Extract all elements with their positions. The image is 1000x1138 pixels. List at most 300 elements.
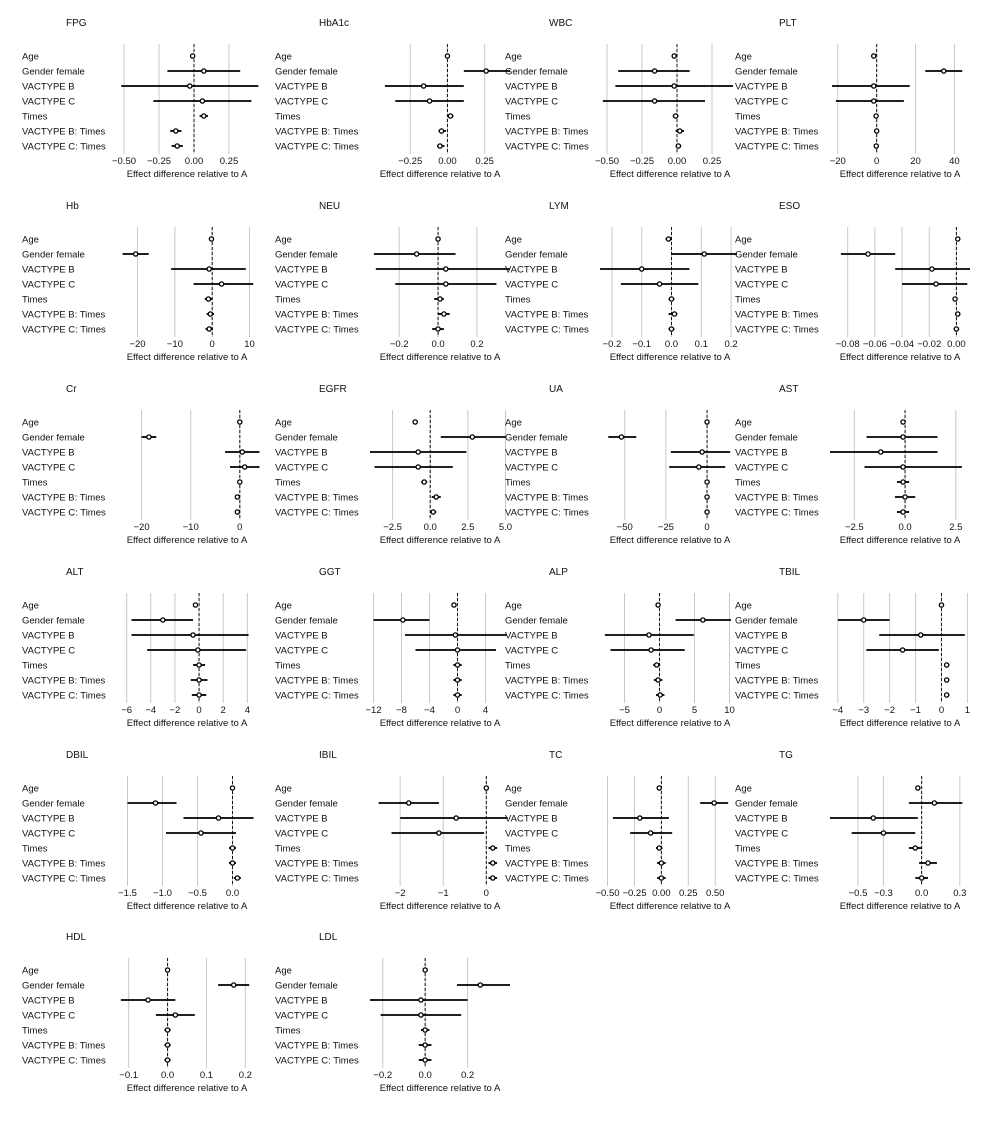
row-label: VACTYPE B	[22, 630, 75, 642]
estimate-point	[956, 312, 960, 316]
estimate-point	[165, 1043, 169, 1047]
x-tick-label: −4	[424, 705, 435, 716]
estimate-point	[491, 876, 495, 880]
estimate-point	[431, 510, 435, 514]
estimate-point	[712, 801, 716, 805]
forest-panel-ggt	[275, 557, 525, 737]
estimate-point	[913, 846, 917, 850]
panel-title: TG	[779, 750, 793, 761]
row-label: VACTYPE B: Times	[735, 492, 819, 504]
estimate-point	[678, 129, 682, 133]
row-label: Times	[22, 477, 48, 489]
row-label: Age	[22, 965, 39, 977]
estimate-point	[900, 648, 904, 652]
x-axis-label: Effect difference relative to A	[379, 169, 501, 180]
panel-title: ALP	[549, 567, 568, 578]
row-label: Age	[275, 783, 292, 795]
x-axis-label: Effect difference relative to A	[609, 718, 731, 729]
row-label: VACTYPE C: Times	[22, 507, 106, 519]
x-axis-label: Effect difference relative to A	[126, 169, 248, 180]
row-label: Times	[735, 294, 761, 306]
estimate-point	[436, 237, 440, 241]
estimate-point	[874, 114, 878, 118]
estimate-point	[875, 129, 879, 133]
forest-panel-fpg	[22, 8, 272, 188]
row-label: VACTYPE B	[22, 813, 75, 825]
estimate-point	[657, 282, 661, 286]
row-label: Times	[22, 294, 48, 306]
x-axis-label: Effect difference relative to A	[379, 352, 501, 363]
estimate-point	[705, 480, 709, 484]
row-label: Gender female	[505, 66, 568, 78]
x-tick-label: 0	[483, 888, 489, 899]
x-axis-label: Effect difference relative to A	[379, 718, 501, 729]
x-tick-label: 0.0	[418, 1070, 432, 1081]
row-label: VACTYPE C: Times	[22, 324, 106, 336]
estimate-point	[653, 69, 657, 73]
x-tick-label: −10	[182, 522, 199, 533]
forest-panel-cr	[22, 374, 272, 554]
forest-panel-ast	[735, 374, 985, 554]
estimate-point	[448, 114, 452, 118]
panel-title: ALT	[66, 567, 84, 578]
row-label: Age	[22, 783, 39, 795]
row-label: Age	[275, 600, 292, 612]
estimate-point	[945, 678, 949, 682]
x-tick-label: −4	[832, 705, 844, 716]
x-tick-label: −2	[884, 705, 896, 716]
row-label: VACTYPE B: Times	[22, 858, 106, 870]
x-axis-label: Effect difference relative to A	[609, 169, 731, 180]
panel-title: LDL	[319, 932, 338, 943]
estimate-point	[202, 114, 206, 118]
x-tick-label: 0.25	[219, 156, 239, 167]
estimate-point	[146, 998, 150, 1002]
row-label: Gender female	[22, 249, 85, 261]
x-tick-label: −50	[616, 522, 633, 533]
row-label: VACTYPE C	[22, 462, 76, 474]
x-tick-label: 0.0	[225, 888, 240, 899]
estimate-point	[442, 312, 446, 316]
estimate-point	[872, 99, 876, 103]
x-tick-label: 2.5	[461, 522, 475, 533]
x-tick-label: −0.50	[111, 156, 137, 167]
x-tick-label: −0.06	[862, 339, 887, 350]
panel-title: AST	[779, 384, 799, 395]
panel-title: LYM	[549, 201, 569, 212]
estimate-point	[945, 663, 949, 667]
panel-title: Cr	[66, 384, 77, 395]
row-label: Gender female	[22, 980, 85, 992]
row-label: Gender female	[505, 249, 568, 261]
row-label: VACTYPE C: Times	[275, 507, 359, 519]
x-axis-label: Effect difference relative to A	[609, 535, 731, 546]
x-tick-label: −0.02	[917, 339, 942, 350]
forest-panel-eso	[735, 191, 985, 371]
row-label: VACTYPE C	[505, 828, 559, 840]
estimate-point	[945, 693, 949, 697]
x-tick-label: −1.5	[118, 888, 137, 899]
row-label: VACTYPE B	[505, 630, 558, 642]
estimate-point	[416, 450, 420, 454]
row-label: VACTYPE C	[275, 828, 329, 840]
estimate-point	[669, 327, 673, 331]
forest-panel-hb	[22, 191, 272, 371]
panel-title: HDL	[66, 932, 87, 943]
row-label: Age	[505, 600, 522, 612]
row-label: Times	[505, 843, 531, 855]
x-tick-label: 0.2	[238, 1070, 252, 1081]
row-label: VACTYPE C	[275, 96, 329, 108]
row-label: Age	[735, 51, 752, 63]
x-tick-label: 0.00	[947, 339, 966, 350]
row-label: VACTYPE B	[505, 81, 558, 93]
x-tick-label: 0.0	[898, 522, 912, 533]
estimate-point	[196, 648, 200, 652]
row-label: VACTYPE C	[22, 279, 76, 291]
x-tick-label: −3	[858, 705, 870, 716]
estimate-point	[232, 983, 236, 987]
estimate-point	[419, 998, 423, 1002]
estimate-point	[659, 861, 663, 865]
estimate-point	[193, 603, 197, 607]
row-label: VACTYPE B: Times	[22, 675, 106, 687]
panel-title: IBIL	[319, 750, 337, 761]
x-tick-label: 2	[220, 705, 226, 716]
row-label: VACTYPE B: Times	[275, 858, 359, 870]
x-tick-label: 0	[938, 705, 945, 716]
row-label: VACTYPE C: Times	[505, 690, 589, 702]
row-label: VACTYPE C	[505, 96, 559, 108]
row-label: VACTYPE B	[275, 813, 328, 825]
estimate-point	[491, 846, 495, 850]
x-tick-label: −20	[129, 339, 146, 350]
x-tick-label: −0.1	[632, 339, 652, 350]
x-tick-label: −2.5	[383, 522, 402, 533]
forest-panel-tbil	[735, 557, 985, 737]
x-tick-label: 0.0	[915, 888, 929, 899]
estimate-point	[438, 144, 442, 148]
estimate-point	[191, 54, 195, 58]
x-tick-label: 0.1	[694, 339, 708, 350]
row-label: Times	[275, 1025, 301, 1037]
estimate-point	[919, 633, 923, 637]
x-tick-label: −0.50	[594, 156, 620, 167]
estimate-point	[901, 435, 905, 439]
row-label: VACTYPE C	[505, 279, 559, 291]
row-label: Age	[505, 417, 522, 429]
estimate-point	[672, 84, 676, 88]
row-label: VACTYPE B	[22, 995, 75, 1007]
estimate-point	[147, 435, 151, 439]
row-label: VACTYPE B	[22, 81, 75, 93]
x-axis-label: Effect difference relative to A	[379, 535, 501, 546]
x-tick-label: 0.00	[438, 156, 457, 167]
estimate-point	[655, 663, 659, 667]
x-tick-label: 0.2	[470, 339, 484, 350]
estimate-point	[657, 786, 661, 790]
estimate-point	[697, 465, 701, 469]
estimate-point	[413, 420, 417, 424]
estimate-point	[705, 510, 709, 514]
row-label: Age	[735, 234, 752, 246]
row-label: VACTYPE C: Times	[22, 690, 106, 702]
estimate-point	[484, 786, 488, 790]
row-label: VACTYPE B	[735, 813, 788, 825]
forest-panel-ibil	[275, 740, 525, 920]
row-label: Times	[735, 660, 761, 672]
x-tick-label: −0.2	[602, 339, 622, 350]
estimate-point	[191, 633, 195, 637]
row-label: Gender female	[505, 615, 568, 627]
estimate-point	[452, 603, 456, 607]
row-label: VACTYPE C	[22, 1010, 76, 1022]
estimate-point	[230, 846, 234, 850]
x-tick-label: −2	[169, 705, 181, 716]
estimate-point	[174, 129, 178, 133]
x-tick-label: 0	[454, 705, 461, 716]
row-label: Age	[735, 600, 752, 612]
row-label: Times	[22, 660, 48, 672]
x-tick-label: 0.00	[652, 888, 671, 899]
x-tick-label: 0.2	[460, 1070, 475, 1081]
estimate-point	[422, 480, 426, 484]
row-label: VACTYPE B	[735, 264, 788, 276]
estimate-point	[657, 846, 661, 850]
row-label: Times	[505, 294, 531, 306]
row-label: Gender female	[22, 66, 85, 78]
estimate-point	[444, 267, 448, 271]
estimate-point	[153, 801, 157, 805]
estimate-point	[437, 831, 441, 835]
estimate-point	[197, 663, 201, 667]
estimate-point	[903, 495, 907, 499]
row-label: Age	[275, 965, 292, 977]
estimate-point	[188, 84, 192, 88]
row-label: Times	[275, 294, 301, 306]
row-label: Gender female	[275, 432, 338, 444]
x-tick-label: 0.0	[160, 1070, 175, 1081]
row-label: VACTYPE C	[275, 462, 329, 474]
estimate-point	[619, 435, 623, 439]
estimate-point	[165, 968, 169, 972]
estimate-point	[436, 327, 440, 331]
x-tick-label: −6	[121, 705, 133, 716]
estimate-point	[235, 510, 239, 514]
row-label: Times	[22, 111, 48, 123]
x-tick-label: −0.1	[119, 1070, 139, 1081]
estimate-point	[419, 1013, 423, 1017]
estimate-point	[243, 465, 247, 469]
row-label: VACTYPE B: Times	[22, 1040, 106, 1052]
row-label: VACTYPE B: Times	[505, 126, 589, 138]
forest-panel-lym	[505, 191, 755, 371]
row-label: VACTYPE C	[505, 645, 559, 657]
estimate-point	[666, 237, 670, 241]
estimate-point	[200, 99, 204, 103]
x-tick-label: 10	[724, 705, 735, 716]
row-label: Times	[505, 660, 531, 672]
row-label: VACTYPE B	[505, 813, 558, 825]
estimate-point	[439, 129, 443, 133]
row-label: VACTYPE C: Times	[22, 1055, 106, 1067]
row-label: VACTYPE B: Times	[735, 126, 819, 138]
estimate-point	[423, 1058, 427, 1062]
row-label: VACTYPE C	[735, 462, 789, 474]
x-tick-label: 0.00	[667, 156, 687, 167]
x-tick-label: 5.0	[498, 522, 513, 533]
x-axis-label: Effect difference relative to A	[839, 169, 961, 180]
estimate-point	[235, 495, 239, 499]
row-label: VACTYPE C: Times	[275, 873, 359, 885]
estimate-point	[407, 801, 411, 805]
row-label: Times	[735, 477, 761, 489]
estimate-point	[416, 465, 420, 469]
x-tick-label: 0.25	[475, 156, 494, 167]
row-label: VACTYPE C: Times	[22, 141, 106, 153]
estimate-point	[197, 678, 201, 682]
estimate-point	[954, 327, 958, 331]
estimate-point	[649, 648, 653, 652]
row-label: Times	[275, 660, 301, 672]
row-label: Times	[275, 111, 301, 123]
row-label: VACTYPE B	[22, 447, 75, 459]
row-label: Age	[275, 51, 292, 63]
row-label: VACTYPE C	[505, 462, 559, 474]
x-tick-label: 0	[704, 522, 710, 533]
estimate-point	[649, 831, 653, 835]
row-label: VACTYPE C	[735, 645, 789, 657]
row-label: Gender female	[735, 615, 798, 627]
estimate-point	[871, 816, 875, 820]
estimate-point	[230, 861, 234, 865]
x-tick-label: 0.3	[953, 888, 967, 899]
estimate-point	[438, 297, 442, 301]
x-tick-label: 0.2	[724, 339, 738, 350]
estimate-point	[872, 84, 876, 88]
estimate-point	[705, 495, 709, 499]
estimate-point	[701, 618, 705, 622]
x-tick-label: 0.1	[199, 1070, 214, 1081]
estimate-point	[934, 282, 938, 286]
row-label: VACTYPE B	[735, 630, 788, 642]
estimate-point	[930, 267, 934, 271]
panel-title: TBIL	[779, 567, 801, 578]
row-label: VACTYPE C	[22, 96, 76, 108]
estimate-point	[901, 465, 905, 469]
panel-title: ESO	[779, 201, 801, 212]
row-label: VACTYPE C: Times	[275, 690, 359, 702]
x-tick-label: −20	[829, 156, 846, 167]
estimate-point	[674, 114, 678, 118]
row-label: VACTYPE B: Times	[735, 858, 819, 870]
row-label: VACTYPE C: Times	[505, 507, 589, 519]
estimate-point	[478, 983, 482, 987]
panel-title: Hb	[66, 201, 79, 212]
estimate-point	[866, 252, 870, 256]
row-label: Gender female	[22, 798, 85, 810]
estimate-point	[920, 876, 924, 880]
estimate-point	[197, 693, 201, 697]
row-label: VACTYPE C	[275, 645, 329, 657]
x-tick-label: 0.0	[431, 339, 445, 350]
row-label: VACTYPE C: Times	[275, 1055, 359, 1067]
row-label: VACTYPE B: Times	[505, 492, 589, 504]
estimate-point	[705, 420, 709, 424]
estimate-point	[455, 693, 459, 697]
row-label: Age	[22, 51, 39, 63]
panel-title: TC	[549, 750, 563, 761]
row-label: Gender female	[735, 798, 798, 810]
estimate-point	[202, 69, 206, 73]
x-tick-label: −12	[365, 705, 382, 716]
estimate-point	[676, 144, 680, 148]
row-label: VACTYPE B	[22, 264, 75, 276]
row-label: VACTYPE B	[275, 995, 328, 1007]
row-label: Age	[275, 417, 292, 429]
x-tick-label: −0.2	[389, 339, 409, 350]
row-label: VACTYPE C: Times	[735, 507, 819, 519]
x-tick-label: 0	[237, 522, 243, 533]
x-tick-label: 0.00	[184, 156, 204, 167]
row-label: VACTYPE C: Times	[505, 141, 589, 153]
forest-panel-neu	[275, 191, 525, 371]
estimate-point	[207, 267, 211, 271]
estimate-point	[455, 663, 459, 667]
forest-panel-tg	[735, 740, 985, 920]
forest-panel-plt	[735, 8, 985, 188]
row-label: VACTYPE B: Times	[735, 675, 819, 687]
row-label: VACTYPE C: Times	[735, 690, 819, 702]
row-label: Gender female	[735, 432, 798, 444]
estimate-point	[207, 327, 211, 331]
panel-title: PLT	[779, 18, 797, 29]
x-tick-label: 0.25	[702, 156, 722, 167]
row-label: Times	[275, 843, 301, 855]
row-label: VACTYPE B: Times	[22, 309, 106, 321]
estimate-point	[669, 297, 673, 301]
estimate-point	[656, 603, 660, 607]
row-label: VACTYPE B	[275, 81, 328, 93]
estimate-point	[926, 861, 930, 865]
row-label: Times	[22, 843, 48, 855]
x-tick-label: 40	[949, 156, 960, 167]
panel-title: HbA1c	[319, 18, 350, 29]
panel-title: EGFR	[319, 384, 347, 395]
x-tick-label: 0.25	[679, 888, 698, 899]
row-label: Age	[22, 234, 39, 246]
panel-title: WBC	[549, 18, 573, 29]
x-tick-label: 2.5	[949, 522, 963, 533]
x-tick-label: 0.0	[664, 339, 679, 350]
forest-panel-alt	[22, 557, 272, 737]
x-axis-label: Effect difference relative to A	[839, 901, 961, 912]
forest-panel-ua	[505, 374, 755, 554]
estimate-point	[638, 816, 642, 820]
row-label: VACTYPE C	[22, 828, 76, 840]
row-label: VACTYPE C: Times	[735, 324, 819, 336]
x-axis-label: Effect difference relative to A	[126, 718, 248, 729]
row-label: VACTYPE B	[275, 447, 328, 459]
estimate-point	[872, 54, 876, 58]
estimate-point	[209, 237, 213, 241]
estimate-point	[238, 420, 242, 424]
row-label: VACTYPE B: Times	[275, 126, 359, 138]
panel-title: DBIL	[66, 750, 89, 761]
x-tick-label: −2	[394, 888, 406, 899]
estimate-point	[444, 282, 448, 286]
panel-title: NEU	[319, 201, 341, 212]
